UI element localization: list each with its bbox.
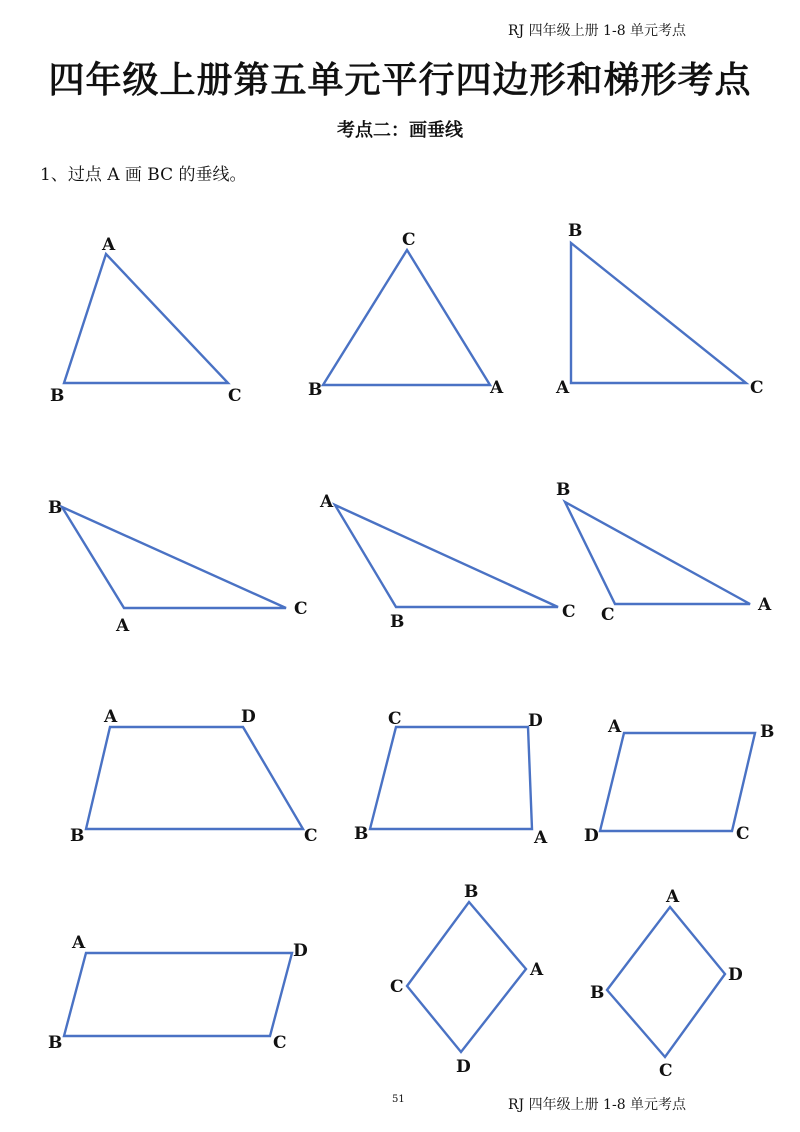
header-note: RJ 四年级上册 1-8 单元考点 [508, 23, 687, 39]
vertex-label: B [464, 882, 479, 902]
vertex-label: B [568, 221, 583, 241]
footer-note: RJ 四年级上册 1-8 单元考点 [508, 1097, 687, 1113]
vertex-label: D [241, 707, 256, 727]
rhombus-1 [390, 882, 544, 1077]
vertex-label: A [116, 616, 130, 636]
triangle-5 [319, 492, 576, 632]
vertex-label: A [530, 960, 544, 980]
vertex-label: A [320, 492, 334, 512]
vertex-label: B [556, 480, 571, 500]
vertex-label: C [562, 602, 576, 622]
page-number: 51 [392, 1094, 405, 1105]
vertex-label: D [528, 711, 543, 731]
vertex-label: C [273, 1033, 287, 1053]
vertex-label: A [72, 933, 86, 953]
vertex-label: B [308, 380, 323, 400]
vertex-label: B [590, 983, 605, 1003]
rhombus-2 [590, 887, 743, 1081]
vertex-label: B [354, 824, 369, 844]
vertex-label: B [48, 1033, 63, 1053]
vertex-label: B [70, 826, 85, 846]
vertex-label: A [666, 887, 680, 907]
vertex-label: C [750, 378, 764, 398]
vertex-label: A [758, 595, 772, 615]
vertex-label: C [736, 824, 750, 844]
vertex-label: D [293, 941, 308, 961]
vertex-label: C [659, 1061, 673, 1081]
trapezoid-1 [70, 707, 318, 846]
vertex-label: C [294, 599, 308, 619]
page-title: 四年级上册第五单元平行四边形和梯形考点 [48, 59, 752, 101]
triangle-1 [50, 235, 242, 406]
vertex-label: B [48, 498, 63, 518]
vertex-label: C [601, 605, 615, 625]
vertex-label: C [228, 386, 242, 406]
vertex-label: C [390, 977, 404, 997]
vertex-label: A [556, 378, 570, 398]
section-title: 考点二：画垂线 [337, 120, 463, 141]
vertex-label: A [534, 828, 548, 848]
question-text: 1、过点 A 画 BC 的垂线。 [40, 165, 247, 185]
vertex-label: C [304, 826, 318, 846]
triangle-4 [48, 498, 308, 636]
triangle-6 [556, 480, 772, 625]
parallelogram-2 [48, 933, 308, 1053]
parallelogram-1 [584, 717, 774, 846]
vertex-label: A [608, 717, 622, 737]
triangle-3 [555, 221, 764, 398]
vertex-label: A [104, 707, 118, 727]
vertex-label: A [102, 235, 116, 255]
trapezoid-2 [354, 709, 548, 848]
vertex-label: C [388, 709, 402, 729]
vertex-label: A [490, 378, 504, 398]
vertex-label: D [456, 1057, 471, 1077]
triangle-2 [308, 230, 504, 400]
vertex-label: C [402, 230, 416, 250]
vertex-label: B [760, 722, 775, 742]
vertex-label: B [390, 612, 405, 632]
vertex-label: D [584, 826, 599, 846]
vertex-label: B [50, 386, 65, 406]
vertex-label: D [728, 965, 743, 985]
